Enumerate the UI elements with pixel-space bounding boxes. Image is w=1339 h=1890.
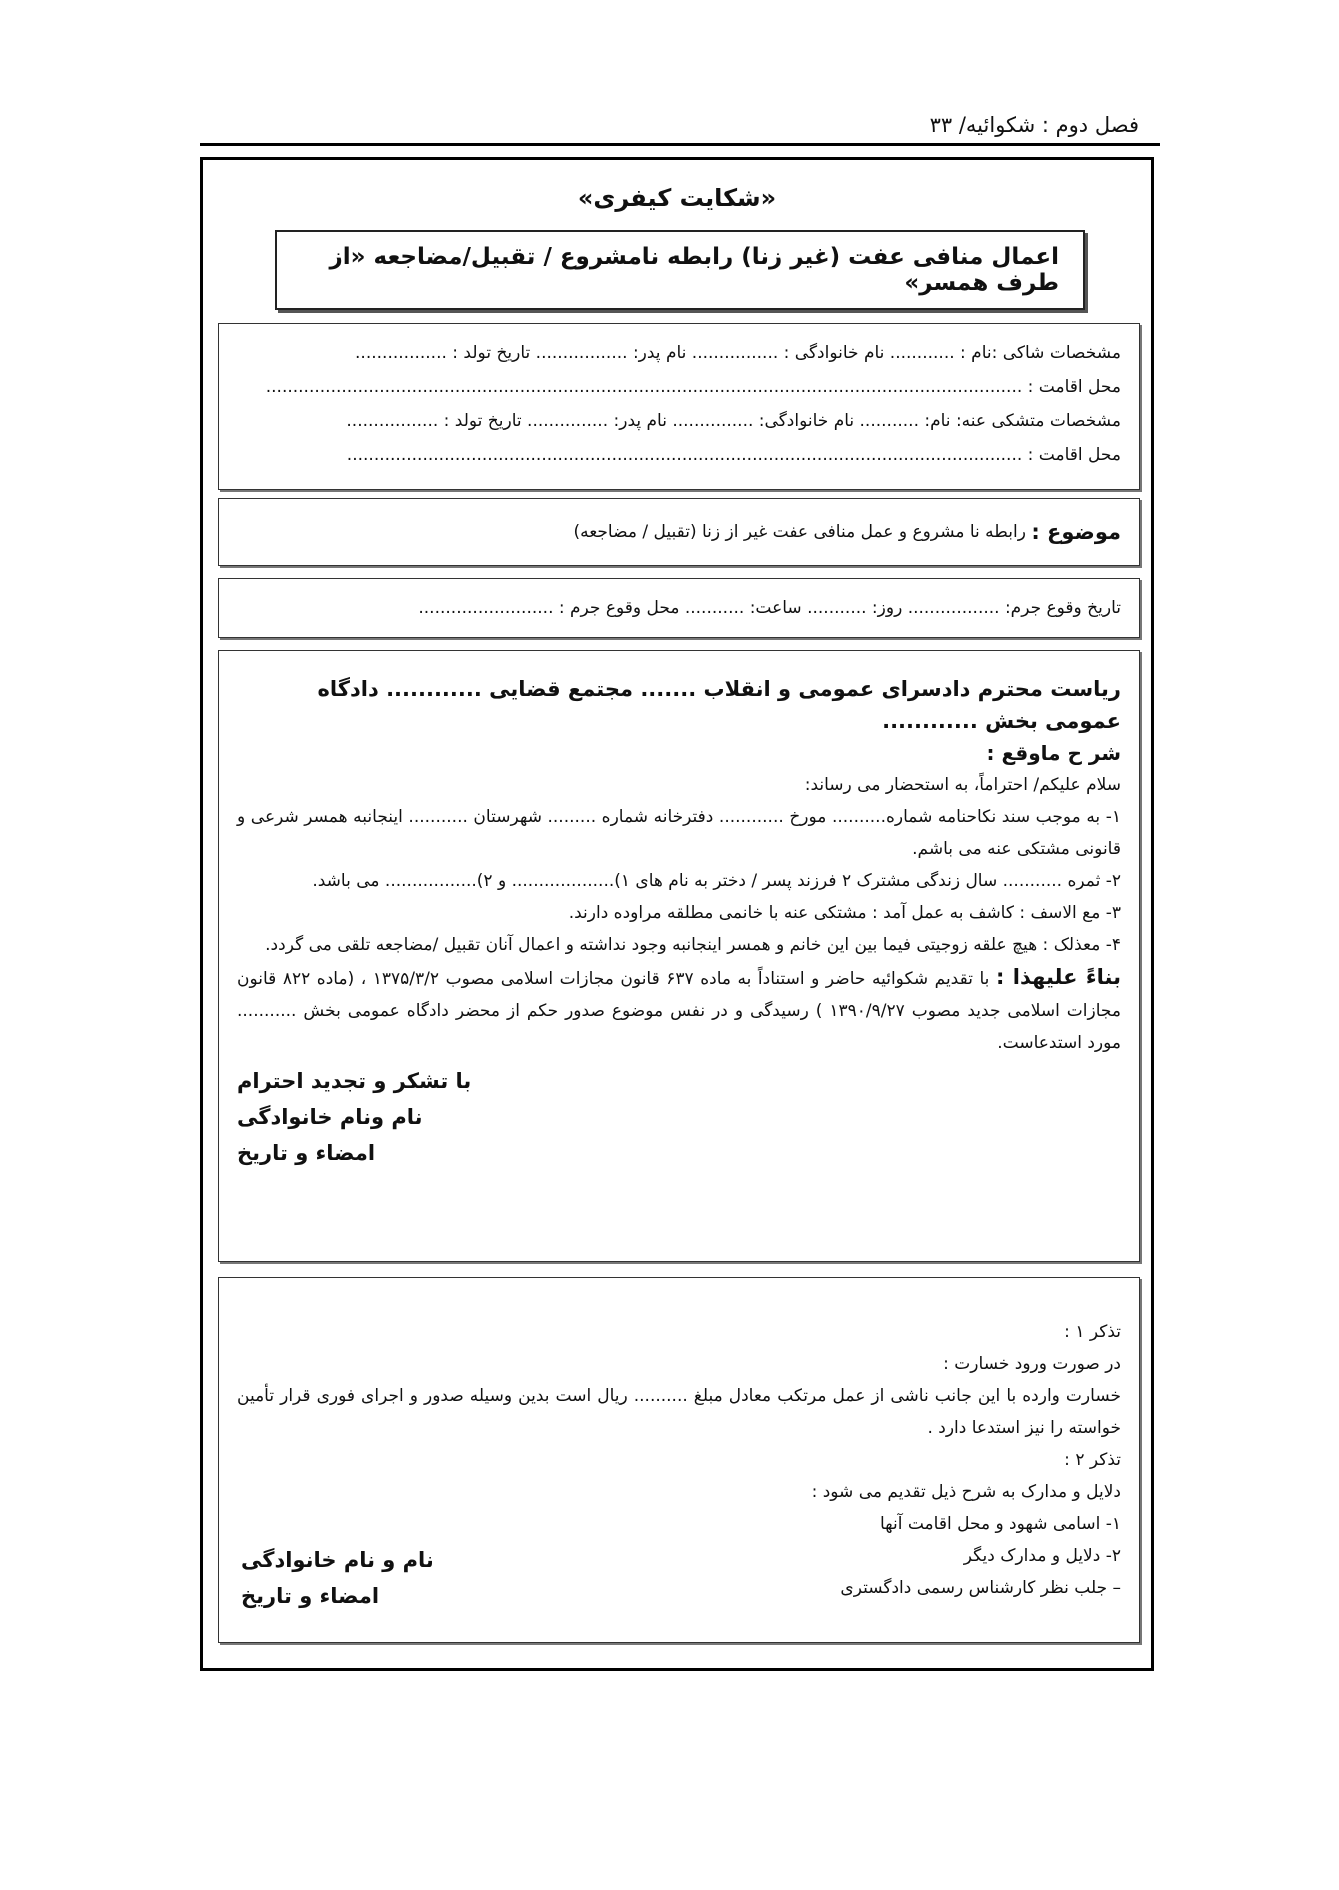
letter-item-4: ۴- معذلک : هیچ علقه زوجیتی فیما بین این خانم و همسر اینجانبه وجود نداشته و اعمال آنان تقبیل /مضاجعه تلقی می گردد. bbox=[265, 935, 1121, 955]
complainant-details[interactable]: مشخصات شاکی :نام : ............ نام خانوادگی : ................ نام پدر: ................. تاریخ تولد : ................. bbox=[355, 343, 1121, 363]
note1-text: خسارت وارده با این جانب ناشی از عمل مرتکب معادل مبلغ .......... ریال است بدین وسیله صدور و اجرای فوری قرار تأمین خواسته را نیز استدعا دارد . bbox=[237, 1386, 1121, 1438]
parties-section bbox=[218, 323, 1140, 490]
notes-sign-date: امضاء و تاریخ bbox=[241, 1584, 380, 1608]
letter-item-2: ۲- ثمره ........... سال زندگی مشترک ۲ فرزند پسر / دختر به نام های ۱)................... و ۲)................. می باشد. bbox=[312, 871, 1121, 891]
note1-title: تذکر ۱ : bbox=[1064, 1322, 1121, 1342]
topic-label: موضوع : bbox=[1031, 520, 1121, 544]
crime-details[interactable]: تاریخ وقوع جرم: ................. روز: ........... ساعت: ........... محل وقوع جرم : ......................... bbox=[418, 598, 1121, 618]
letter-name-line: نام ونام خانوادگی bbox=[237, 1105, 423, 1129]
complainant-address[interactable]: محل اقامت : ............................................................................................................................................ bbox=[265, 377, 1121, 397]
note2-item-2: ۲- دلایل و مدارک دیگر bbox=[963, 1546, 1121, 1566]
notes-section bbox=[218, 1277, 1140, 1643]
letter-item-1: ۱- به موجب سند نکاحنامه شماره.......... مورخ ............ دفترخانه شماره ......... شهرستان ........... اینجانبه همسر شرعی و قانونی مشتکی عنه می باشم. bbox=[237, 807, 1121, 859]
accused-address[interactable]: محل اقامت : ............................................................................................................................. bbox=[346, 445, 1121, 465]
letter-section bbox=[218, 650, 1140, 1262]
letter-conclusion bbox=[237, 961, 1121, 1059]
note2-subtitle: دلایل و مدارک به شرح ذیل تقدیم می شود : bbox=[811, 1482, 1121, 1502]
letter-heading: شر ح ماوقع : bbox=[986, 741, 1121, 765]
letter-item-3: ۳- مع الاسف : کاشف به عمل آمد : مشتکی عنه با خانمی مطلقه مراوده دارند. bbox=[568, 903, 1121, 923]
letter-closing: با تشکر و تجدید احترام bbox=[237, 1069, 472, 1093]
notes-signature bbox=[241, 1542, 434, 1614]
conclusion-text: با تقدیم شکوائیه حاضر و استناداً به ماده ۶۳۷ قانون مجازات اسلامی مصوب ۱۳۷۵/۳/۲ ، (ماده ۸۲۲ قانون مجازات اسلامی جدید مصوب ۱۳۹۰/۹/۲۷ ) رسیدگی و در نفس موضوع صدور حکم از محضر دادگاه عمومی بخش ........... مورد استدعاست. bbox=[237, 969, 1121, 1053]
note1-subtitle: در صورت ورود خسارت : bbox=[943, 1354, 1121, 1374]
note2-title: تذکر ۲ : bbox=[1064, 1450, 1121, 1470]
crime-details-section bbox=[218, 578, 1140, 638]
complaint-form-frame bbox=[200, 157, 1154, 1671]
form-subject: اعمال منافی عفت (غیر زنا) رابطه نامشروع / تقبیل/مضاجعه «از طرف همسر» bbox=[329, 244, 1059, 296]
conclusion-label: بناءً علیهذا : bbox=[995, 965, 1121, 989]
form-subject-box bbox=[275, 230, 1085, 310]
topic-text: رابطه نا مشروع و عمل منافی عفت غیر از زنا (تقبیل / مضاجعه) bbox=[573, 522, 1026, 542]
letter-greeting: سلام علیکم/ احتراماً، به استحضار می رساند: bbox=[804, 775, 1121, 795]
letter-addressee: ریاست محترم دادسرای عمومی و انقلاب ....... مجتمع قضایی ............ دادگاه عمومی بخش ............ bbox=[317, 677, 1121, 733]
notes-name-line: نام و نام خانوادگی bbox=[241, 1548, 434, 1572]
form-title: «شکایت کیفری» bbox=[577, 184, 777, 212]
letter-sign-date: امضاء و تاریخ bbox=[237, 1141, 376, 1165]
running-header: فصل دوم : شکوائیه/ ۳۳ bbox=[929, 113, 1139, 137]
note2-item-3: – جلب نظر کارشناس رسمی دادگستری bbox=[840, 1578, 1121, 1598]
accused-details[interactable]: مشخصات متشکی عنه: نام: ........... نام خانوادگی: ............... نام پدر: ............... تاریخ تولد : ................. bbox=[346, 411, 1121, 431]
letter-signature bbox=[237, 1063, 1121, 1171]
topic-section bbox=[218, 498, 1140, 566]
header-rule bbox=[200, 143, 1160, 146]
note2-item-1: ۱- اسامی شهود و محل اقامت آنها bbox=[879, 1514, 1121, 1534]
